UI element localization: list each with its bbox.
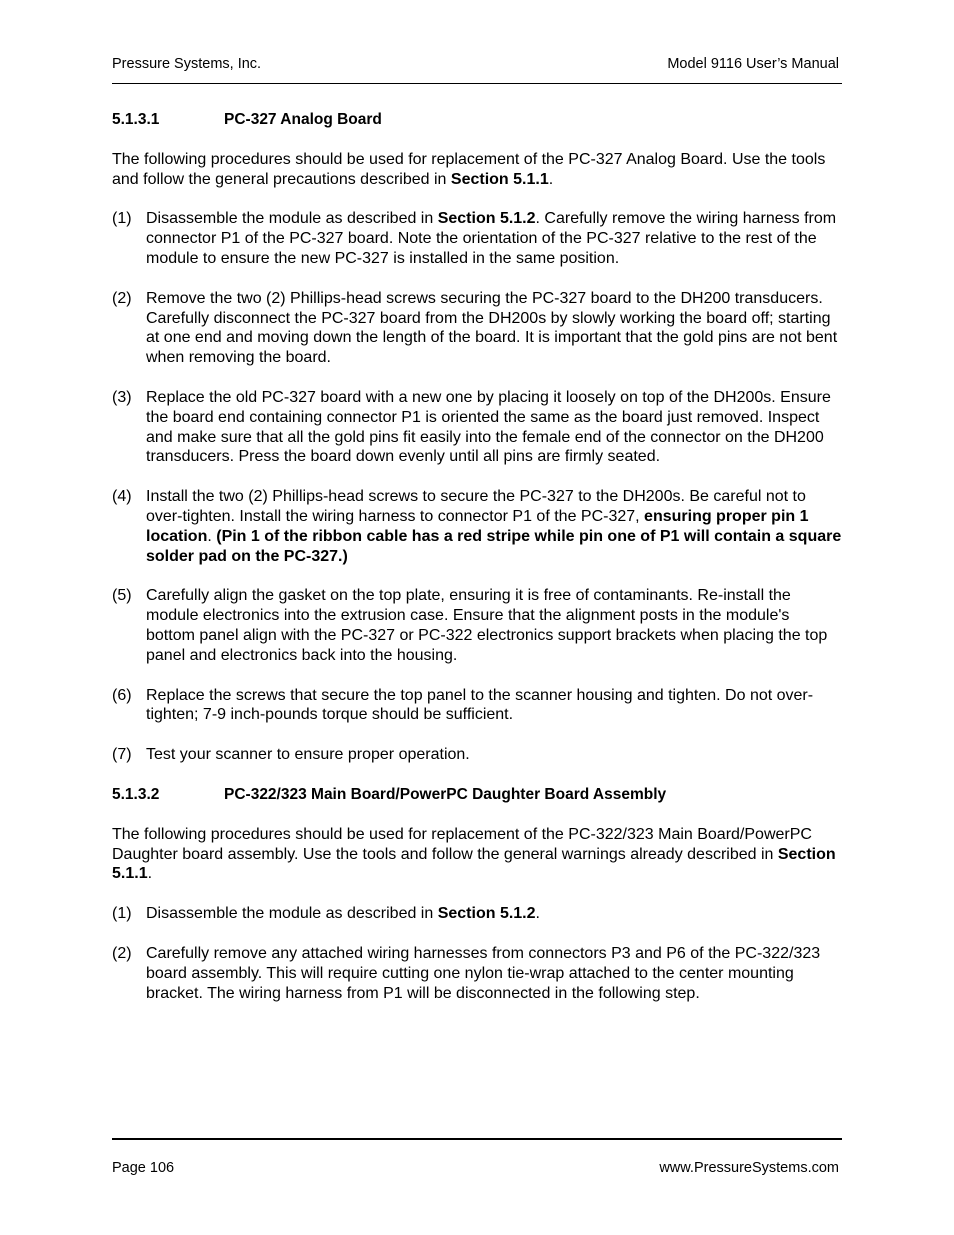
section-reference: Section 5.1.2 (437, 905, 536, 923)
step-text-part: . (535, 905, 540, 923)
intro-text-end: . (548, 170, 554, 188)
procedure-step (112, 209, 842, 268)
step-number: (2) (112, 944, 132, 962)
procedure-step (112, 904, 842, 924)
step-text: Carefully align the gasket on the top plate, ensuring it is free of contaminants. Re-install the module electronics into the extrusion case. Ensure that the alignment posts in the module's bottom panel align with the PC-327 or PC-322 electronics support brackets when placing the top panel and electronics back into the housing. (146, 587, 828, 664)
step-text-part: Install the two (2) Phillips-head screws to secure the PC-327 to the DH200s. Be careful not to over-tighten. Install the wiring harness to connector P1 of the PC-327, (146, 488, 806, 525)
step-text-part: . Carefully remove the wiring harness from connector P1 of the PC-327 board. Note the orientation of the PC-327 relative to the rest of the module to ensure the new PC-327 is installed in the same position. (146, 210, 837, 267)
step-number: (1) (112, 210, 132, 228)
step-text: Test your scanner to ensure proper operation. (146, 746, 470, 764)
section-heading-5-1-3-2 (112, 785, 842, 805)
step-text-part: Disassemble the module as described in (146, 210, 438, 228)
step-text (146, 904, 842, 924)
procedure-step (112, 388, 842, 467)
procedure-step (112, 745, 842, 765)
step-number: (6) (112, 686, 132, 704)
section-title: PC-322/323 Main Board/PowerPC Daughter Board Assembly (224, 785, 667, 803)
emphasis-text: ensuring proper pin 1 location (146, 507, 809, 545)
step-text (146, 487, 842, 566)
procedure-step (112, 487, 842, 566)
step-text-part: Disassemble the module as described in (146, 905, 438, 923)
footer-rule (112, 1138, 842, 1140)
step-number: (2) (112, 289, 132, 307)
section-number: 5.1.3.2 (112, 785, 160, 803)
page-number: Page 106 (112, 1160, 175, 1176)
step-text (146, 209, 842, 268)
section-intro-paragraph (112, 150, 842, 190)
intro-text: The following procedures should be used for replacement of the PC-322/323 Main Board/PowerPC Daughter board assembly. Use the tools and follow the general warnings already described in (112, 825, 812, 863)
section-reference: Section 5.1.1 (112, 845, 836, 883)
step-text: Replace the old PC-327 board with a new one by placing it loosely on top of the DH200s. Ensure the board end containing connector P1 is oriented the same as the board just removed. Inspect and make sure that all the gold pins fit easily into the female end of the connector on the DH200 transducers. Press the board down evenly until all pins are firmly seated. (146, 388, 831, 466)
step-number: (7) (112, 746, 132, 764)
step-text: Replace the screws that secure the top panel to the scanner housing and tighten. Do not over- tighten; 7-9 inch-pounds torque should be sufficient. (146, 686, 814, 724)
section-intro-paragraph (112, 825, 842, 884)
procedure-step (112, 686, 842, 726)
step-number: (4) (112, 488, 132, 506)
section-title: PC-327 Analog Board (224, 111, 382, 128)
page-content (112, 110, 842, 1003)
header-company: Pressure Systems, Inc. (112, 56, 262, 72)
step-text: Carefully remove any attached wiring harnesses from connectors P3 and P6 of the PC-322/323 board assembly. This will require cutting one nylon tie-wrap attached to the center mounting bracket. The wiring harness from P1 will be disconnected in the following step. (146, 944, 821, 1002)
step-text: Remove the two (2) Phillips-head screws securing the PC-327 board to the DH200 transducers. Carefully disconnect the PC-327 board from the DH200s by slowly working the board off; starting at one end and moving down the length of the board. It is important that the gold pins are not bent when removing the board. (146, 289, 838, 367)
emphasis-note: (Pin 1 of the ribbon cable has a red stripe while pin one of P1 will contain a square solder pad on the PC-327.) (146, 527, 842, 565)
section-number: 5.1.3.1 (112, 111, 160, 128)
step-number: (3) (112, 388, 132, 406)
step-number: (1) (112, 905, 132, 923)
header-rule (112, 83, 842, 84)
procedure-step (112, 289, 842, 368)
footer-website: www.PressureSystems.com (659, 1160, 839, 1176)
intro-text: The following procedures should be used for replacement of the PC-327 Analog Board. Use the tools and follow the general precautions described in (112, 150, 826, 188)
section-heading-5-1-3-1 (112, 110, 842, 130)
step-text-part: . (207, 527, 217, 545)
section-reference: Section 5.1.1 (450, 170, 549, 188)
intro-text-end: . (147, 865, 153, 883)
section-reference: Section 5.1.2 (437, 210, 536, 228)
header-manual-title: Model 9116 User’s Manual (667, 56, 839, 72)
procedure-step (112, 586, 842, 665)
procedure-step (112, 944, 842, 1003)
step-number: (5) (112, 587, 132, 605)
